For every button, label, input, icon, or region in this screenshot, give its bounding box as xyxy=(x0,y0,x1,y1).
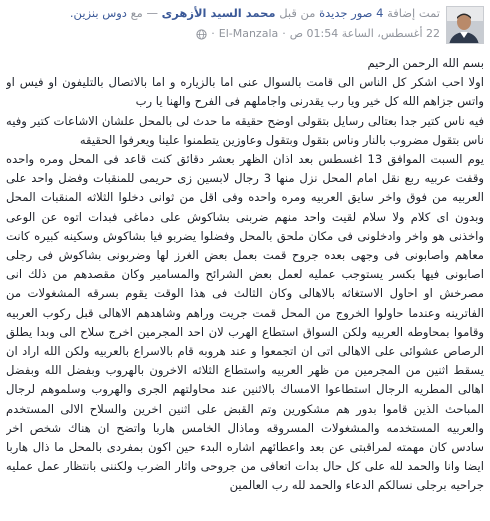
action-prefix: تمت إضافة xyxy=(387,6,440,20)
with-text: — مع xyxy=(130,6,158,20)
post-paragraph: فيه ناس كتير جدا بعتالى رسايل بتقولى اوضح حقيقه ما حدث لى بالمحل علشان الاشاعات كتير وفيه ناس بتقول مضروب بالنار وناس بتقول وبتقول وعاوزين يتطمنوا علينا ويعرفوا الحقيقه xyxy=(6,113,484,147)
post-paragraph: اولا احب اشكر كل الناس الى قامت بالسوال عنى اما بالزياره و اما بالاتصال بالتليفون او فيس او واتس جزاهم الله كل خير ويا رب يقدرنى واجاملهم فى الفرح والهنا يا رب xyxy=(6,75,484,109)
post-header-line xyxy=(8,6,440,21)
globe-icon[interactable] xyxy=(196,29,207,40)
post-body xyxy=(6,54,484,516)
meta-separator: · xyxy=(282,27,286,40)
avatar[interactable] xyxy=(446,6,484,44)
profile-photo xyxy=(446,7,483,44)
author-name-link[interactable]: محمد السيد الأزهرى xyxy=(161,6,276,20)
post-meta xyxy=(8,27,440,41)
tagged-person-link[interactable]: دوس بنزين. xyxy=(69,6,127,20)
by-text: من قبل xyxy=(279,6,316,20)
post-paragraph: بسم الله الرحمن الرحيم xyxy=(367,56,484,70)
meta-separator-2: · xyxy=(211,27,215,40)
post-location[interactable]: El-Manzala xyxy=(218,27,279,40)
post-paragraph: يوم السبت الموافق 13 اغسطس بعد اذان الظهر بعشر دقائق كنت قاعد فى المحل ومره واحده وقفت عربيه ربع نقل امام المحل نزل منها 3 رجال لابسين زى حريمى للمنقبات وفضل واحد على العربيه من فوق واخر سايق العربيه ومره واحده وفى اقل من ثوانى دخلوا الثلاثه المنقبات المحل وبدون اى كلام ولا سلام لقيت واحد منهم ضربنى بشاكوش على دماغى فبدات اتوه عن الوعى واخذنى هو واخر وادخلونى فى مكان ملحق بالمحل وفضلوا يضربو فيا بشاكوش وسكينه كبيره كانت معاهم واصابونى فى وجهى بعده جروح قمت بعمل بعض الغرز لها وضربونى بشاكوش فى رجلى اصابونى فيها بكسر يستوجب عمليه لعمل بعض الشرائح والمسامير وكان مقصدهم من ذلك انى مصرخش او احاول الاستغاثه بالاهالى وكان الثالث فى هذا الوقت يقوم بسرقه المشغولات من الفاترينه وعندما حاولوا الخروج من المحل قمت جريت وراهم وشاهدهم الاهالى قبل ركوب العربيه وقاموا بمحاوطه العربيه ولكن السواق استطاع الهرب لان احد المجرمين اخرج سلاح الى وبدا يطلق الرصاص عشوائى على الاهالى اتى ان اتجمعوا و عند هروبه قام بالاسراع بالعربيه ولكن الله اراد ان يسقط اثنين من المجرمين من ظهر العربيه واستطاع الثلاثه الاخرون بالهروب وبفضل الله وبفضل اهالى المطريه الرجال استطاعوا الامساك بالاثنين عند محاولتهم الجرى والهروب وسلموهم لرجال المباحث الذين قاموا بدور هم مشكورين وتم القبض على اثنين اخرين والسلاح الالى المستخدم والعربيه المستخدمه والمشغولات المسروقه وماذال الخامس هاربا واتضح ان هناك شخص اخر سادس كان مهمته لمراقبتى عن بعد واعطائهم اشاره البدء حين اكون بمفردى بالمحل ما ذال هاربا ايضا وانا والحمد لله على كل حال بدات اتعافى من جروحى واثار الضرب ولكننى بانتظار عمل عمليه جراحيه برجلى نسالكم الدعاء والحمد لله رب العالمين xyxy=(6,152,484,493)
post-timestamp[interactable]: 22 أغسطس، الساعة 01:54 ص xyxy=(289,27,440,40)
photo-count-link[interactable]: 4 صور جديدة xyxy=(319,6,384,20)
post-header xyxy=(0,0,490,48)
